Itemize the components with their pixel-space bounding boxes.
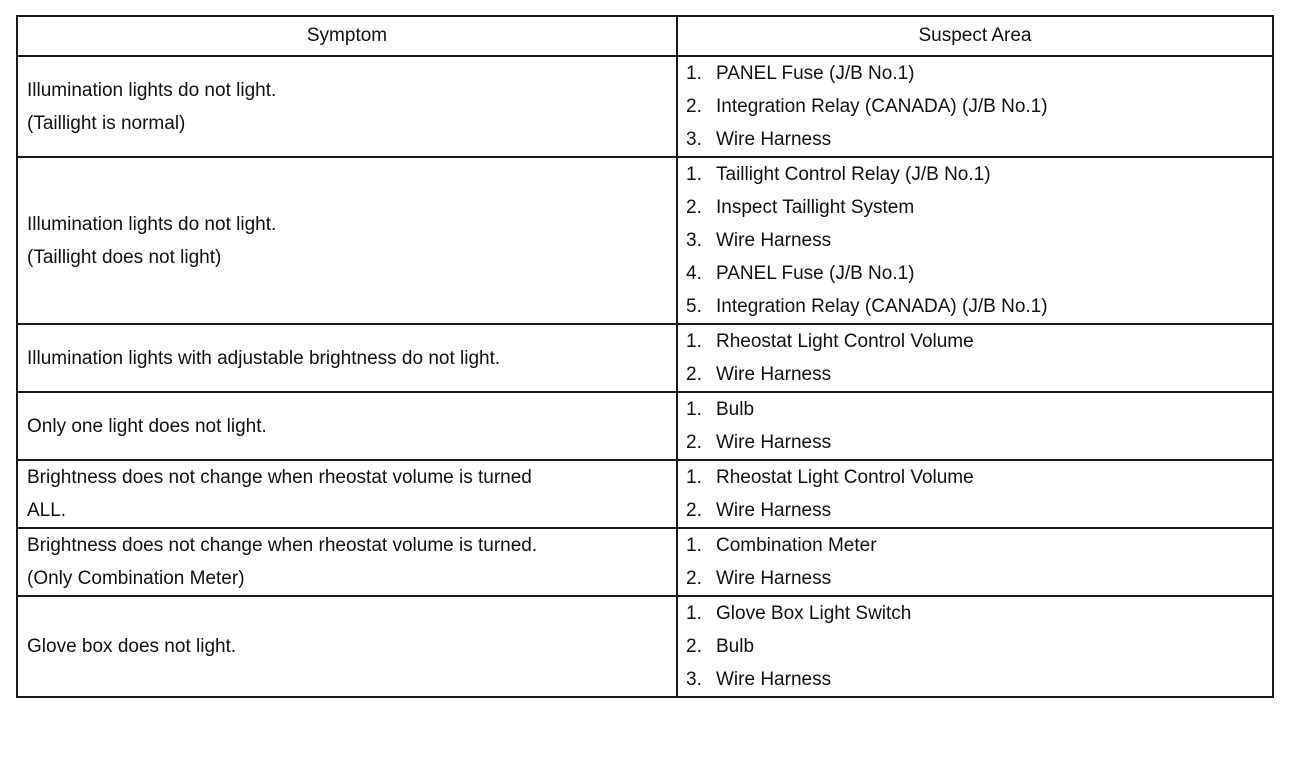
suspect-area-item [686, 325, 1272, 358]
item-text: Wire Harness [716, 432, 832, 453]
item-number: 3. [686, 669, 702, 690]
symptom-text: Glove box does not light. [27, 636, 237, 657]
table-row [17, 392, 1273, 460]
suspect-area-cell [677, 460, 1273, 528]
suspect-area-item [686, 597, 1272, 630]
item-number: 2. [686, 500, 702, 521]
suspect-area-column-header: Suspect Area [677, 16, 1273, 56]
item-number: 1. [686, 63, 702, 84]
item-number: 1. [686, 399, 702, 420]
table-row [17, 528, 1273, 596]
item-text: Wire Harness [716, 669, 832, 690]
item-text: Integration Relay (CANADA) (J/B No.1) [716, 296, 1048, 317]
suspect-area-cell [677, 528, 1273, 596]
item-text: Rheostat Light Control Volume [716, 331, 974, 352]
suspect-area-cell [677, 596, 1273, 697]
symptom-cell [17, 460, 677, 528]
suspect-area-item [686, 90, 1272, 123]
item-number: 3. [686, 129, 702, 150]
suspect-area-item [686, 494, 1272, 527]
item-text: Wire Harness [716, 364, 832, 385]
symptom-cell [17, 596, 677, 697]
suspect-area-item [686, 393, 1272, 426]
suspect-area-item [686, 529, 1272, 562]
item-text: PANEL Fuse (J/B No.1) [716, 263, 915, 284]
item-text: Wire Harness [716, 500, 832, 521]
suspect-area-item [686, 426, 1272, 459]
symptom-text: (Only Combination Meter) [27, 568, 245, 589]
item-number: 2. [686, 364, 702, 385]
symptom-text: Only one light does not light. [27, 415, 267, 437]
symptom-cell [17, 528, 677, 596]
item-number: 1. [686, 603, 702, 624]
suspect-area-item [686, 224, 1272, 257]
item-number: 1. [686, 164, 702, 185]
suspect-area-list [686, 158, 1272, 323]
item-text: Inspect Taillight System [716, 197, 915, 218]
suspect-area-list [686, 393, 1272, 459]
suspect-area-list [686, 325, 1272, 391]
suspect-area-list [686, 57, 1272, 156]
troubleshooting-table [16, 15, 1274, 698]
item-number: 1. [686, 535, 702, 556]
suspect-area-cell [677, 392, 1273, 460]
suspect-area-item [686, 257, 1272, 290]
suspect-area-cell [677, 157, 1273, 324]
item-text: Rheostat Light Control Volume [716, 467, 974, 488]
symptom-cell [17, 392, 677, 460]
suspect-area-item [686, 461, 1272, 494]
item-text: Bulb [716, 636, 755, 657]
suspect-area-item [686, 158, 1272, 191]
item-text: PANEL Fuse (J/B No.1) [716, 63, 915, 84]
item-number: 1. [686, 331, 702, 352]
symptom-text: ALL. [27, 500, 67, 521]
item-number: 2. [686, 568, 702, 589]
suspect-area-cell [677, 56, 1273, 157]
suspect-area-item [686, 290, 1272, 323]
suspect-area-item [686, 562, 1272, 595]
item-number: 4. [686, 263, 702, 284]
suspect-area-cell [677, 324, 1273, 392]
suspect-area-item [686, 630, 1272, 663]
symptom-text: Brightness does not change when rheostat volume is turned [27, 467, 532, 488]
item-text: Bulb [716, 399, 755, 420]
item-number: 2. [686, 96, 702, 117]
item-text: Wire Harness [716, 129, 832, 150]
table-row [17, 596, 1273, 697]
item-number: 2. [686, 197, 702, 218]
item-text: Combination Meter [716, 535, 877, 556]
suspect-area-list [686, 597, 1272, 696]
table-header-row [17, 16, 1273, 56]
table-row [17, 157, 1273, 324]
troubleshooting-table-container [16, 15, 1274, 698]
symptom-text: Illumination lights do not light. [27, 213, 277, 235]
symptom-text: (Taillight does not light) [27, 246, 222, 268]
symptom-column-header: Symptom [17, 16, 677, 56]
symptom-text: Brightness does not change when rheostat volume is turned. [27, 535, 538, 556]
symptom-text: Illumination lights do not light. [27, 79, 277, 101]
item-number: 2. [686, 636, 702, 657]
item-number: 3. [686, 230, 702, 251]
item-text: Taillight Control Relay (J/B No.1) [716, 164, 991, 185]
suspect-area-item [686, 191, 1272, 224]
item-text: Wire Harness [716, 230, 832, 251]
table-body [17, 56, 1273, 697]
symptom-cell [17, 324, 677, 392]
symptom-cell [17, 56, 677, 157]
suspect-area-item [686, 358, 1272, 391]
symptom-cell [17, 157, 677, 324]
suspect-area-item [686, 663, 1272, 696]
symptom-text: Illumination lights with adjustable brightness do not light. [27, 347, 501, 369]
item-number: 5. [686, 296, 702, 317]
table-row [17, 324, 1273, 392]
symptom-text: (Taillight is normal) [27, 112, 186, 134]
table-row [17, 56, 1273, 157]
suspect-area-item [686, 123, 1272, 156]
item-text: Glove Box Light Switch [716, 603, 912, 624]
suspect-area-item [686, 57, 1272, 90]
item-number: 2. [686, 432, 702, 453]
item-text: Wire Harness [716, 568, 832, 589]
suspect-area-list [686, 461, 1272, 527]
table-row [17, 460, 1273, 528]
item-number: 1. [686, 467, 702, 488]
suspect-area-list [686, 529, 1272, 595]
item-text: Integration Relay (CANADA) (J/B No.1) [716, 96, 1048, 117]
